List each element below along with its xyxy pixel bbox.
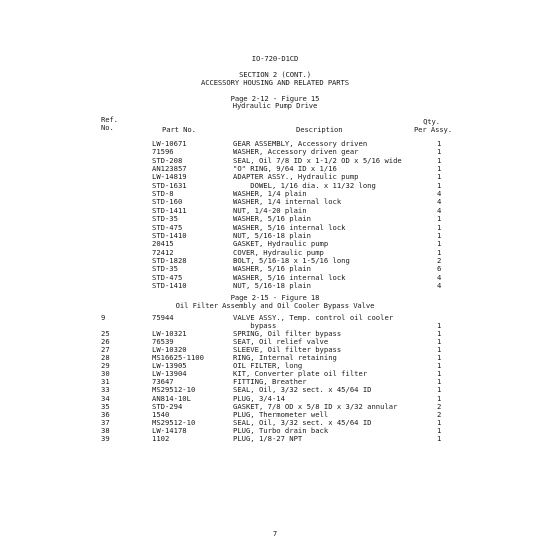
part-number-cell: 20415 — [152, 239, 174, 249]
description-cell: "O" RING, 9/64 ID x 1/16 — [233, 164, 337, 174]
part-number-cell: STD-8 — [152, 189, 174, 199]
description-cell: SEAL, Oil 7/8 ID x 1-1/2 OD x 5/16 wide — [233, 155, 402, 165]
ref-cell: 34 — [101, 393, 110, 403]
block2-title: Oil Filter Assembly and Oil Cooler Bypass Valve — [175, 301, 375, 310]
part-number-cell: 72412 — [152, 247, 174, 257]
description-cell: WASHER, 5/16 plain — [233, 264, 311, 274]
description-cell: WASHER, 1/4 plain — [233, 189, 307, 199]
ref-cell: 38 — [101, 425, 110, 435]
part-number-cell: LW-10320 — [152, 345, 187, 355]
quantity-cell: 4 — [437, 197, 442, 207]
part-number-cell: 76539 — [152, 337, 174, 347]
part-number-cell: LW-14819 — [152, 172, 187, 182]
part-number-cell: MS29512-10 — [152, 417, 196, 427]
part-number-cell: 1540 — [152, 409, 170, 419]
quantity-cell: 1 — [437, 361, 442, 371]
quantity-cell: 1 — [437, 353, 442, 363]
description-cell: GASKET, 7/8 OD x 5/8 ID x 3/32 annular — [233, 401, 398, 411]
quantity-cell: 1 — [437, 345, 442, 355]
quantity-cell: 1 — [437, 377, 442, 387]
description-cell: VALVE ASSY., Temp. control oil cooler — [233, 313, 394, 322]
quantity-cell: 2 — [437, 409, 442, 419]
quantity-cell: 1 — [437, 393, 442, 403]
part-number-cell: STD-475 — [152, 222, 183, 232]
description-cell: WASHER, 1/4 internal lock — [233, 197, 342, 207]
ref-cell: 33 — [101, 385, 110, 395]
ref-cell: 25 — [101, 329, 110, 339]
quantity-cell: 1 — [437, 247, 442, 257]
part-number-cell: 75944 — [152, 313, 174, 322]
quantity-cell: 1 — [437, 239, 442, 249]
quantity-cell: 4 — [437, 280, 442, 290]
description-cell: OIL FILTER, long — [233, 361, 303, 371]
part-number-cell: STD-1828 — [152, 255, 187, 265]
quantity-cell: 1 — [437, 321, 442, 331]
quantity-cell: 1 — [437, 147, 442, 157]
part-number-cell: STD-475 — [152, 272, 183, 282]
quantity-cell: 1 — [437, 369, 442, 379]
description-cell: PLUG, 3/4-14 — [233, 393, 285, 403]
quantity-cell: 1 — [437, 180, 442, 190]
quantity-cell: 1 — [437, 433, 442, 443]
quantity-cell: 6 — [437, 264, 442, 274]
col-ref-header-line2: No. — [101, 123, 114, 132]
quantity-cell: 1 — [437, 337, 442, 347]
description-cell: RING, Internal retaining — [233, 353, 337, 363]
quantity-cell: 1 — [437, 172, 442, 182]
table-row — [0, 240, 550, 248]
description-cell: SEAT, Oil relief valve — [233, 337, 329, 347]
table-row — [0, 215, 550, 223]
ref-cell: 28 — [101, 353, 110, 363]
ref-cell: 31 — [101, 377, 110, 387]
part-number-cell: MS29512-10 — [152, 385, 196, 395]
ref-cell: 30 — [101, 369, 110, 379]
quantity-cell: 1 — [437, 417, 442, 427]
quantity-cell: 4 — [437, 189, 442, 199]
ref-cell: 29 — [101, 361, 110, 371]
description-cell: WASHER, 5/16 internal lock — [233, 272, 346, 282]
part-number-cell: LW-14178 — [152, 425, 187, 435]
part-number-cell: STD-35 — [152, 214, 178, 224]
part-number-cell: STD-1410 — [152, 280, 187, 290]
block2-page-ref: Page 2-15 - Figure 18 — [230, 293, 320, 302]
description-cell: WASHER, 5/16 internal lock — [233, 222, 346, 232]
quantity-cell: 1 — [437, 425, 442, 435]
description-cell: bypass — [233, 321, 277, 331]
col-desc-header: Description — [296, 125, 343, 134]
part-number-cell: STD-160 — [152, 197, 183, 207]
part-number-cell: MS16625-1100 — [152, 353, 204, 363]
description-cell: SEAL, Oil, 3/32 sect. x 45/64 ID — [233, 417, 372, 427]
description-cell: NUT, 5/16-18 plain — [233, 230, 311, 240]
description-cell: PLUG, Turbo drain back — [233, 425, 329, 435]
part-number-cell: STD-1631 — [152, 180, 187, 190]
quantity-cell: 1 — [437, 329, 442, 339]
block1-page-ref: Page 2-12 - Figure 15 — [230, 94, 320, 103]
table-row — [0, 435, 550, 443]
quantity-cell: 4 — [437, 272, 442, 282]
page-number: 7 — [272, 529, 278, 538]
part-number-cell: STD-208 — [152, 155, 183, 165]
section-title: ACCESSORY HOUSING AND RELATED PARTS — [201, 78, 349, 87]
col-part-header: Part No. — [162, 125, 196, 134]
ref-cell: 27 — [101, 345, 110, 355]
quantity-cell: 2 — [437, 255, 442, 265]
part-number-cell: STD-1411 — [152, 205, 187, 215]
quantity-cell: 1 — [437, 164, 442, 174]
description-cell: DOWEL, 1/16 dia. x 11/32 long — [233, 180, 376, 190]
part-number-cell: STD-1410 — [152, 230, 187, 240]
col-qty-header-line2: Per Assy. — [413, 125, 452, 134]
description-cell: FITTING, Breather — [233, 377, 307, 387]
quantity-cell: 2 — [437, 401, 442, 411]
part-number-cell: 73647 — [152, 377, 174, 387]
ref-cell: 36 — [101, 409, 110, 419]
description-cell: GASKET, Hydraulic pump — [233, 239, 329, 249]
description-cell: COVER, Hydraulic pump — [233, 247, 324, 257]
description-cell: SEAL, Oil, 3/32 sect. x 45/64 ID — [233, 385, 372, 395]
section-heading: SECTION 2 (CONT.) — [239, 70, 311, 79]
description-cell: NUT, 5/16-18 plain — [233, 280, 311, 290]
block1-title: Hydraulic Pump Drive — [232, 101, 318, 110]
part-number-cell: STD-35 — [152, 264, 178, 274]
description-cell: WASHER, 5/16 plain — [233, 214, 311, 224]
description-cell: SLEEVE, Oil filter bypass — [233, 345, 342, 355]
quantity-cell: 1 — [437, 230, 442, 240]
description-cell: NUT, 1/4-20 plain — [233, 205, 307, 215]
quantity-cell: 1 — [437, 214, 442, 224]
description-cell: ADAPTER ASSY., Hydraulic pump — [233, 172, 359, 182]
quantity-cell: 4 — [437, 205, 442, 215]
description-cell: WASHER, Accessory driven gear — [233, 147, 359, 157]
quantity-cell: 1 — [437, 155, 442, 165]
part-number-cell: AN123857 — [152, 164, 187, 174]
quantity-cell: 1 — [437, 385, 442, 395]
part-number-cell: LW-13905 — [152, 361, 187, 371]
description-cell: PLUG, Thermometer well — [233, 409, 329, 419]
part-number-cell: 71596 — [152, 147, 174, 157]
part-number-cell: STD-294 — [152, 401, 183, 411]
description-cell: BOLT, 5/16-18 x 1-5/16 long — [233, 255, 350, 265]
table-row — [0, 282, 550, 290]
ref-cell: 26 — [101, 337, 110, 347]
part-number-cell: 1102 — [152, 433, 170, 443]
ref-cell: 9 — [101, 313, 106, 322]
description-cell: SPRING, Oil filter bypass — [233, 329, 342, 339]
description-cell: KIT, Converter plate oil filter — [233, 369, 368, 379]
part-number-cell: LW-10321 — [152, 329, 187, 339]
document-id: IO-720-D1CD — [251, 54, 299, 63]
quantity-cell: 1 — [437, 139, 442, 148]
description-cell: GEAR ASSEMBLY, Accessory driven — [233, 139, 368, 148]
ref-cell: 35 — [101, 401, 110, 411]
quantity-cell: 1 — [437, 222, 442, 232]
part-number-cell: LW-13904 — [152, 369, 187, 379]
description-cell: PLUG, 1/8-27 NPT — [233, 433, 303, 443]
col-ref-header-line1: Ref. — [101, 115, 118, 124]
col-qty-header-line1: Qty. — [423, 117, 440, 126]
ref-cell: 39 — [101, 433, 110, 443]
ref-cell: 37 — [101, 417, 110, 427]
part-number-cell: LW-10671 — [152, 139, 187, 148]
part-number-cell: AN814-10L — [152, 393, 191, 403]
